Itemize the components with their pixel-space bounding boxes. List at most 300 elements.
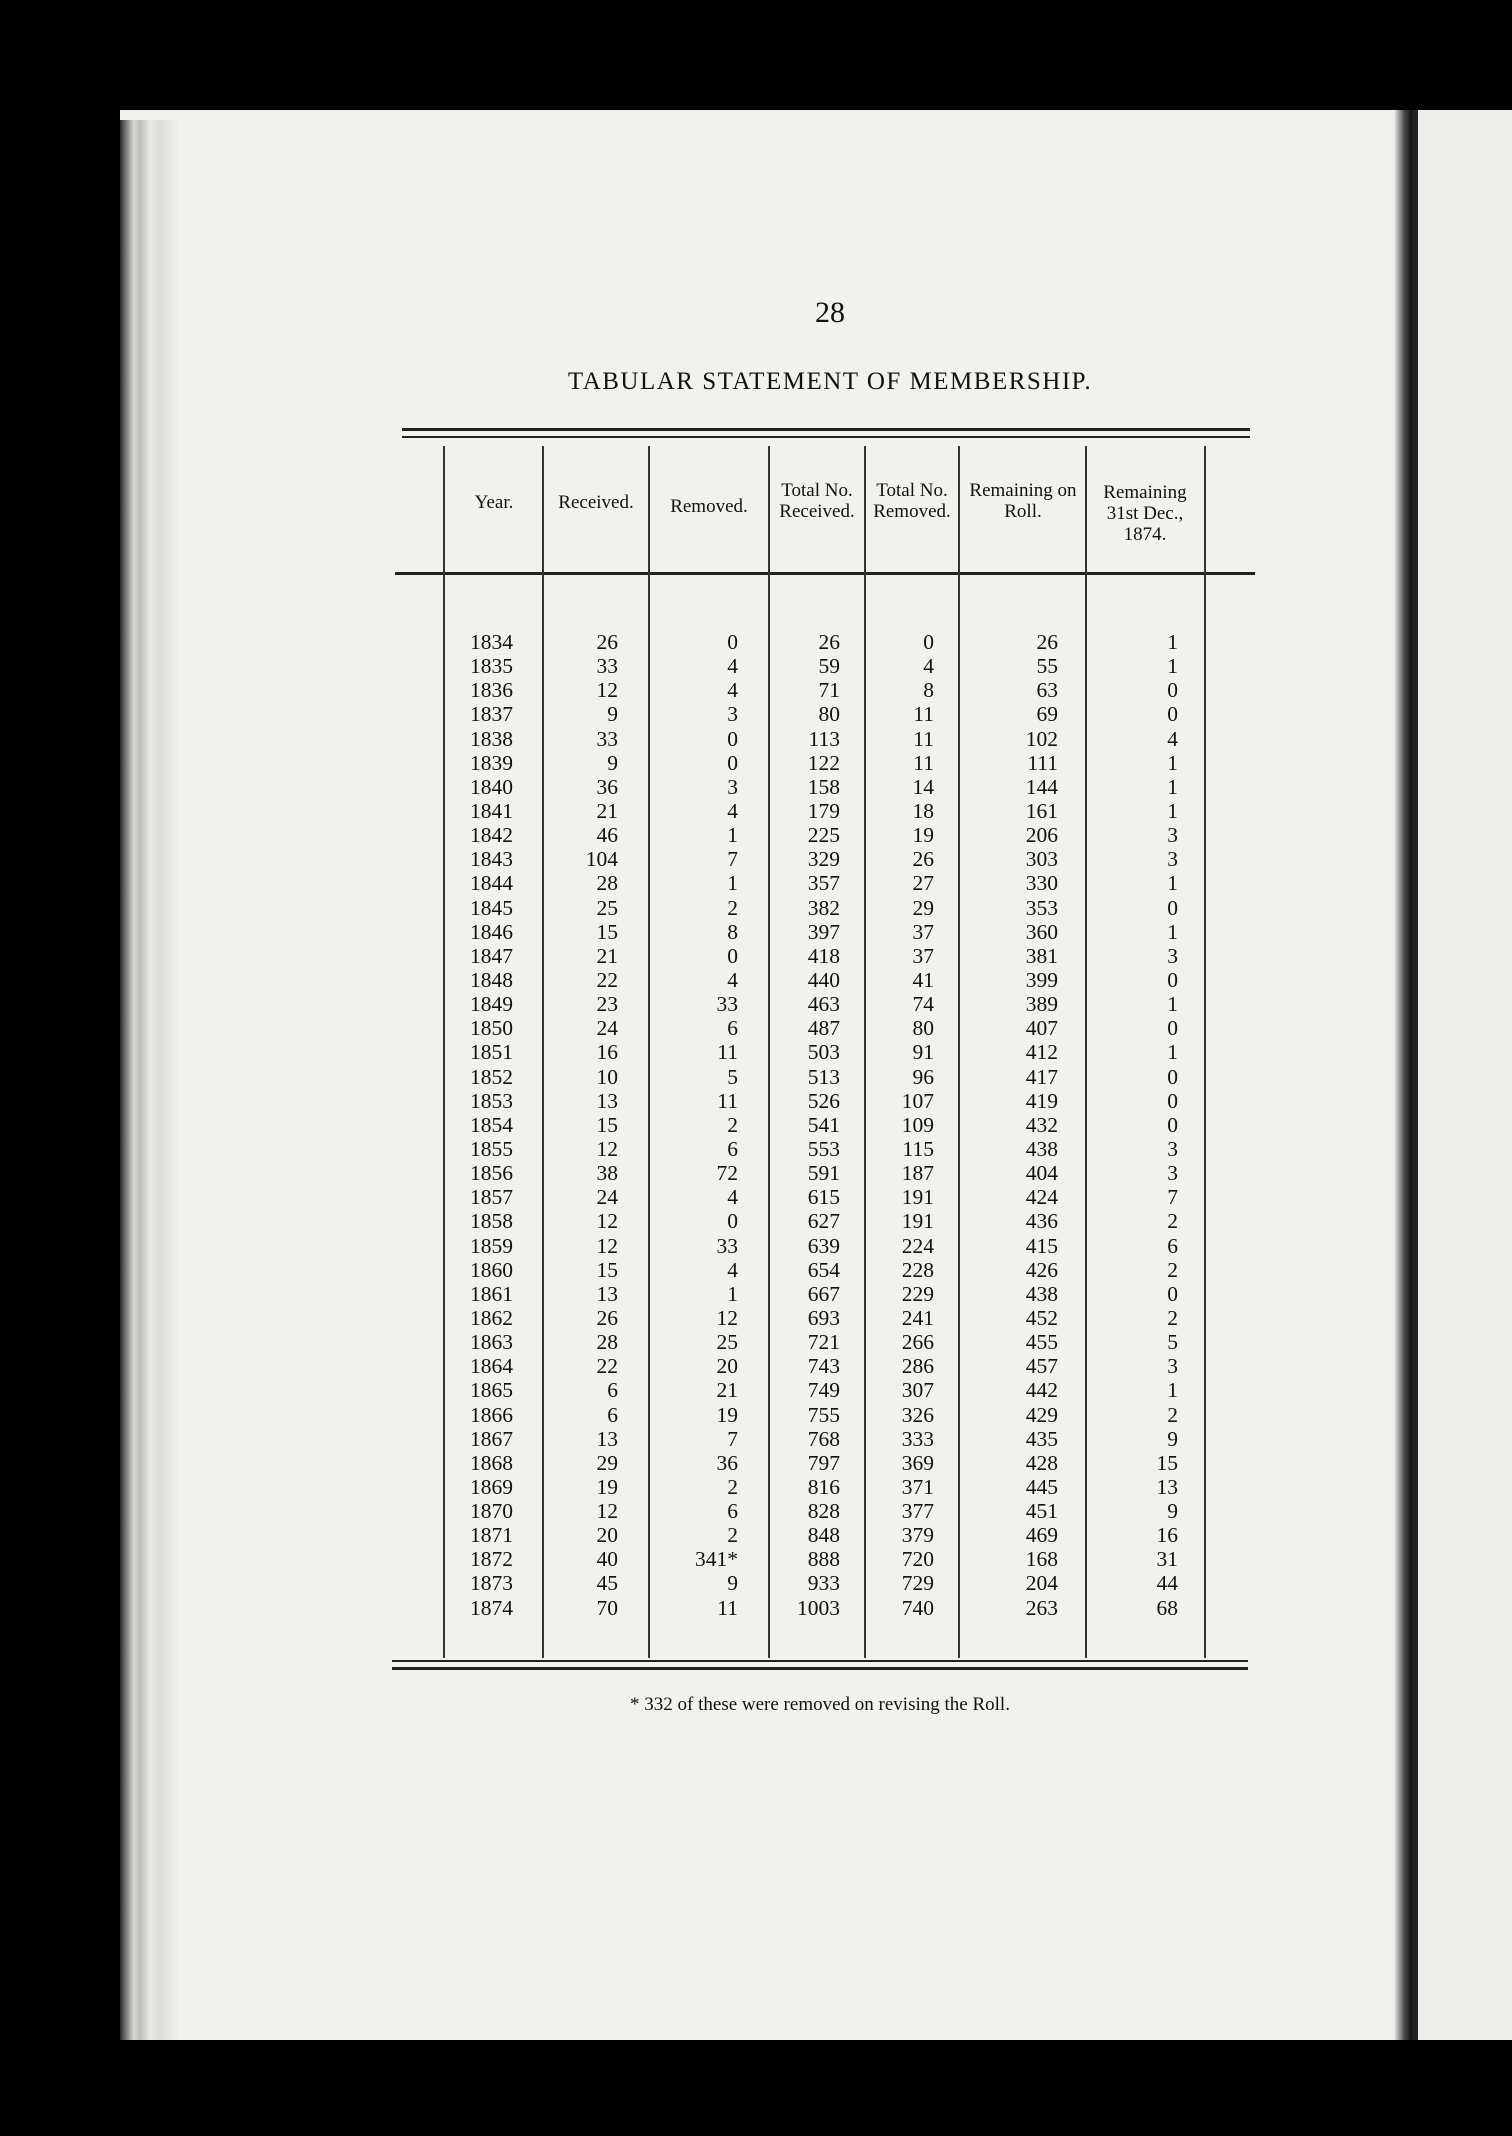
- table-cell: 1: [1167, 630, 1178, 654]
- table-cell: 933: [807, 1571, 840, 1596]
- header-removed: Removed.: [670, 496, 748, 517]
- table-cell: 191: [901, 1209, 934, 1234]
- header-remaining-1874: Remaining 31st Dec., 1874.: [1103, 482, 1187, 545]
- table-cell: 417: [1025, 1064, 1058, 1089]
- table-cell: 158: [807, 774, 840, 799]
- table-cell: 1867: [470, 1426, 513, 1451]
- table-cell: 6: [727, 1016, 738, 1041]
- table-cell: 9: [607, 702, 618, 727]
- table-cell: 513: [807, 1064, 840, 1089]
- table-cell: 29: [912, 895, 934, 920]
- header-remaining-on-roll: Remaining on Roll.: [969, 480, 1077, 522]
- table-cell: 122: [807, 750, 840, 775]
- table-cell: 357: [807, 871, 840, 896]
- table-cell: 1868: [470, 1450, 513, 1475]
- table-cell: 721: [807, 1330, 840, 1355]
- table-cell: 1871: [470, 1523, 513, 1548]
- table-cell: 1: [727, 1281, 738, 1306]
- table-cell: 5: [1167, 1330, 1178, 1355]
- table-cell: 22: [596, 967, 618, 992]
- page-number: 28: [815, 296, 845, 329]
- table-cell: 438: [1025, 1281, 1058, 1306]
- table-cell: 693: [807, 1305, 840, 1330]
- table-cell: 1: [1167, 798, 1178, 823]
- table-cell: 26: [596, 630, 618, 654]
- table-cell: 415: [1025, 1233, 1058, 1258]
- table-cell: 457: [1025, 1354, 1058, 1379]
- table-cell: 455: [1025, 1330, 1058, 1355]
- table-cell: 615: [807, 1185, 840, 1210]
- column-received: [560, 630, 618, 1620]
- table-cell: 8: [727, 919, 738, 944]
- table-cell: 4: [727, 678, 738, 703]
- table-cell: 0: [727, 750, 738, 775]
- table-cell: 1: [727, 823, 738, 848]
- table-cell: 1842: [470, 823, 513, 848]
- table-cell: 21: [596, 943, 618, 968]
- table-cell: 191: [901, 1185, 934, 1210]
- table-cell: 1863: [470, 1330, 513, 1355]
- table-cell: 828: [807, 1499, 840, 1524]
- table-cell: 0: [1167, 1064, 1178, 1089]
- page-title: TABULAR STATEMENT OF MEMBERSHIP.: [567, 368, 1093, 395]
- table-cell: 848: [807, 1523, 840, 1548]
- table-cell: 307: [901, 1378, 934, 1403]
- table-cell: 1856: [470, 1161, 513, 1186]
- table-cell: 70: [596, 1595, 618, 1620]
- column-removed: [680, 630, 738, 1620]
- table-cell: 797: [807, 1450, 840, 1475]
- table-cell: 33: [596, 726, 618, 751]
- table-cell: 80: [912, 1016, 934, 1041]
- table-cell: 1841: [470, 798, 513, 823]
- table-cell: 286: [901, 1354, 934, 1379]
- table-cell: 33: [716, 1233, 738, 1258]
- table-cell: 360: [1025, 919, 1058, 944]
- table-cell: 26: [818, 630, 840, 654]
- table-cell: 1843: [470, 847, 513, 872]
- table-cell: 4: [1167, 726, 1178, 751]
- table-cell: 1858: [470, 1209, 513, 1234]
- table-cell: 3: [1167, 1161, 1178, 1186]
- table-cell: 7: [727, 1426, 738, 1451]
- table-cell: 68: [1156, 1595, 1178, 1620]
- table-cell: 4: [923, 654, 934, 679]
- table-cell: 4: [727, 967, 738, 992]
- table-cell: 1870: [470, 1499, 513, 1524]
- table-cell: 1853: [470, 1088, 513, 1113]
- table-cell: 74: [912, 992, 934, 1017]
- column-year: [455, 630, 513, 1620]
- table-cell: 37: [912, 919, 934, 944]
- column-remaining-1874: [1120, 630, 1178, 1620]
- table-cell: 23: [596, 992, 618, 1017]
- table-cell: 26: [596, 1305, 618, 1330]
- table-cell: 1857: [470, 1185, 513, 1210]
- table-cell: 28: [596, 1330, 618, 1355]
- table-cell: 445: [1025, 1474, 1058, 1499]
- table-cell: 29: [596, 1450, 618, 1475]
- table-cell: 424: [1025, 1185, 1058, 1210]
- table-cell: 1861: [470, 1281, 513, 1306]
- table-cell: 24: [596, 1185, 618, 1210]
- table-cell: 204: [1025, 1571, 1058, 1596]
- table-cell: 91: [912, 1040, 934, 1065]
- table-cell: 404: [1025, 1161, 1058, 1186]
- table-cell: 3: [727, 702, 738, 727]
- table-cell: 21: [716, 1378, 738, 1403]
- table-cell: 9: [727, 1571, 738, 1596]
- table-cell: 389: [1025, 992, 1058, 1017]
- table-cell: 1848: [470, 967, 513, 992]
- table-cell: 41: [912, 967, 934, 992]
- table-cell: 15: [596, 1257, 618, 1282]
- table-cell: 1873: [470, 1571, 513, 1596]
- table-cell: 451: [1025, 1499, 1058, 1524]
- table-cell: 1836: [470, 678, 513, 703]
- table-cell: 1: [1167, 871, 1178, 896]
- table-cell: 1: [1167, 1378, 1178, 1403]
- table-cell: 1837: [470, 702, 513, 727]
- table-cell: 19: [596, 1474, 618, 1499]
- table-cell: 469: [1025, 1523, 1058, 1548]
- table-cell: 1855: [470, 1136, 513, 1161]
- table-cell: 168: [1025, 1547, 1058, 1572]
- table-cell: 1834: [470, 630, 513, 654]
- table-cell: 436: [1025, 1209, 1058, 1234]
- table-cell: 729: [901, 1571, 934, 1596]
- table-bottom-rule: [392, 1660, 1248, 1662]
- table-cell: 743: [807, 1354, 840, 1379]
- table-cell: 31: [1156, 1547, 1178, 1572]
- table-cell: 1: [1167, 919, 1178, 944]
- table-cell: 8: [923, 678, 934, 703]
- table-cell: 11: [717, 1088, 738, 1113]
- table-cell: 7: [1167, 1185, 1178, 1210]
- table-cell: 5: [727, 1064, 738, 1089]
- table-cell: 10: [596, 1064, 618, 1089]
- table-cell: 2: [1167, 1305, 1178, 1330]
- table-cell: 329: [807, 847, 840, 872]
- table-cell: 144: [1025, 774, 1058, 799]
- table-cell: 1850: [470, 1016, 513, 1041]
- table-cell: 6: [727, 1136, 738, 1161]
- table-cell: 381: [1025, 943, 1058, 968]
- table-cell: 1: [1167, 654, 1178, 679]
- table-cell: 3: [1167, 1136, 1178, 1161]
- table-cell: 419: [1025, 1088, 1058, 1113]
- table-cell: 241: [901, 1305, 934, 1330]
- table-cell: 399: [1025, 967, 1058, 992]
- table-cell: 627: [807, 1209, 840, 1234]
- table-cell: 440: [807, 967, 840, 992]
- table-cell: 326: [901, 1402, 934, 1427]
- table-cell: 353: [1025, 895, 1058, 920]
- table-cell: 379: [901, 1523, 934, 1548]
- column-divider: [864, 446, 866, 1658]
- table-cell: 179: [807, 798, 840, 823]
- table-cell: 667: [807, 1281, 840, 1306]
- table-cell: 1865: [470, 1378, 513, 1403]
- table-cell: 12: [596, 1209, 618, 1234]
- table-cell: 330: [1025, 871, 1058, 896]
- table-cell: 206: [1025, 823, 1058, 848]
- table-cell: 435: [1025, 1426, 1058, 1451]
- table-cell: 20: [596, 1523, 618, 1548]
- table-cell: 503: [807, 1040, 840, 1065]
- column-total-removed: [870, 630, 934, 1620]
- table-cell: 768: [807, 1426, 840, 1451]
- table-cell: 33: [596, 654, 618, 679]
- table-cell: 4: [727, 798, 738, 823]
- table-cell: 266: [901, 1330, 934, 1355]
- table-cell: 16: [596, 1040, 618, 1065]
- table-cell: 0: [727, 726, 738, 751]
- table-cell: 1845: [470, 895, 513, 920]
- table-cell: 3: [1167, 1354, 1178, 1379]
- table-cell: 6: [607, 1378, 618, 1403]
- table-cell: 71: [818, 678, 840, 703]
- table-cell: 38: [596, 1161, 618, 1186]
- table-cell: 11: [913, 702, 934, 727]
- table-cell: 187: [901, 1161, 934, 1186]
- table-top-rule-thin: [402, 436, 1250, 438]
- book-page: [120, 110, 1400, 2040]
- table-cell: 1849: [470, 992, 513, 1017]
- table-cell: 0: [727, 630, 738, 654]
- table-cell: 4: [727, 1257, 738, 1282]
- table-cell: 15: [596, 919, 618, 944]
- table-cell: 107: [901, 1088, 934, 1113]
- table-cell: 429: [1025, 1402, 1058, 1427]
- table-cell: 12: [716, 1305, 738, 1330]
- table-cell: 1864: [470, 1354, 513, 1379]
- table-cell: 1840: [470, 774, 513, 799]
- table-cell: 69: [1036, 702, 1058, 727]
- table-cell: 111: [1027, 750, 1058, 775]
- table-cell: 428: [1025, 1450, 1058, 1475]
- table-cell: 1872: [470, 1547, 513, 1572]
- column-divider: [768, 446, 770, 1658]
- table-cell: 1854: [470, 1112, 513, 1137]
- table-cell: 115: [902, 1136, 934, 1161]
- table-cell: 0: [1167, 967, 1178, 992]
- table-cell: 12: [596, 1499, 618, 1524]
- table-cell: 463: [807, 992, 840, 1017]
- table-cell: 263: [1025, 1595, 1058, 1620]
- table-cell: 2: [727, 1474, 738, 1499]
- table-cell: 1: [727, 871, 738, 896]
- table-cell: 654: [807, 1257, 840, 1282]
- table-cell: 1852: [470, 1064, 513, 1089]
- table-cell: 1846: [470, 919, 513, 944]
- table-cell: 228: [901, 1257, 934, 1282]
- table-cell: 224: [901, 1233, 934, 1258]
- table-cell: 13: [596, 1281, 618, 1306]
- table-cell: 104: [585, 847, 618, 872]
- table-cell: 432: [1025, 1112, 1058, 1137]
- table-cell: 2: [727, 1112, 738, 1137]
- table-bottom-rule-thick: [392, 1667, 1248, 1670]
- table-cell: 26: [912, 847, 934, 872]
- table-cell: 0: [727, 943, 738, 968]
- table-cell: 21: [596, 798, 618, 823]
- table-cell: 13: [596, 1426, 618, 1451]
- table-cell: 225: [807, 823, 840, 848]
- table-cell: 22: [596, 1354, 618, 1379]
- table-cell: 25: [596, 895, 618, 920]
- table-cell: 407: [1025, 1016, 1058, 1041]
- table-cell: 0: [1167, 678, 1178, 703]
- table-cell: 639: [807, 1233, 840, 1258]
- header-year: Year.: [474, 492, 514, 513]
- table-cell: 80: [818, 702, 840, 727]
- table-cell: 0: [923, 630, 934, 654]
- table-cell: 1874: [470, 1595, 513, 1620]
- table-cell: 102: [1025, 726, 1058, 751]
- table-cell: 55: [1036, 654, 1058, 679]
- table-cell: 96: [912, 1064, 934, 1089]
- footnote: * 332 of these were removed on revising the Roll.: [630, 1694, 1010, 1715]
- table-cell: 12: [596, 1233, 618, 1258]
- table-cell: 0: [1167, 702, 1178, 727]
- table-cell: 1860: [470, 1257, 513, 1282]
- table-cell: 12: [596, 678, 618, 703]
- table-cell: 37: [912, 943, 934, 968]
- table-cell: 442: [1025, 1378, 1058, 1403]
- table-cell: 749: [807, 1378, 840, 1403]
- header-total-received: Total No. Received.: [779, 480, 855, 522]
- column-divider: [958, 446, 960, 1658]
- table-cell: 161: [1025, 798, 1058, 823]
- table-cell: 553: [807, 1136, 840, 1161]
- table-cell: 9: [1167, 1426, 1178, 1451]
- table-cell: 25: [716, 1330, 738, 1355]
- table-cell: 4: [727, 1185, 738, 1210]
- table-cell: 0: [1167, 1112, 1178, 1137]
- column-total-received: [780, 630, 840, 1620]
- table-cell: 36: [596, 774, 618, 799]
- table-cell: 1: [1167, 750, 1178, 775]
- table-cell: 6: [727, 1499, 738, 1524]
- table-cell: 0: [1167, 895, 1178, 920]
- column-divider: [1204, 446, 1206, 1658]
- table-cell: 541: [807, 1112, 840, 1137]
- table-cell: 18: [912, 798, 934, 823]
- table-cell: 371: [901, 1474, 934, 1499]
- table-cell: 755: [807, 1402, 840, 1427]
- table-cell: 2: [1167, 1209, 1178, 1234]
- table-cell: 11: [717, 1040, 738, 1065]
- table-cell: 24: [596, 1016, 618, 1041]
- table-cell: 72: [716, 1161, 738, 1186]
- table-cell: 303: [1025, 847, 1058, 872]
- table-cell: 816: [807, 1474, 840, 1499]
- table-cell: 3: [727, 774, 738, 799]
- table-cell: 487: [807, 1016, 840, 1041]
- table-cell: 377: [901, 1499, 934, 1524]
- table-cell: 1838: [470, 726, 513, 751]
- table-cell: 20: [716, 1354, 738, 1379]
- table-cell: 113: [808, 726, 840, 751]
- table-cell: 382: [807, 895, 840, 920]
- header-separator: [395, 572, 1255, 575]
- table-cell: 13: [596, 1088, 618, 1113]
- table-cell: 0: [1167, 1088, 1178, 1113]
- table-cell: 438: [1025, 1136, 1058, 1161]
- table-cell: 14: [912, 774, 934, 799]
- table-cell: 720: [901, 1547, 934, 1572]
- table-cell: 0: [1167, 1016, 1178, 1041]
- table-cell: 1: [1167, 992, 1178, 1017]
- table-top-rule: [402, 428, 1250, 431]
- table-cell: 4: [727, 654, 738, 679]
- table-cell: 27: [912, 871, 934, 896]
- table-cell: 1866: [470, 1402, 513, 1427]
- table-cell: 6: [607, 1402, 618, 1427]
- table-cell: 1862: [470, 1305, 513, 1330]
- table-cell: 1003: [797, 1595, 840, 1620]
- table-cell: 15: [596, 1112, 618, 1137]
- table-cell: 591: [807, 1161, 840, 1186]
- table-cell: 2: [727, 1523, 738, 1548]
- page-stack-edge: [120, 120, 178, 2040]
- table-cell: 2: [727, 895, 738, 920]
- table-cell: 0: [1167, 1281, 1178, 1306]
- table-cell: 341*: [695, 1547, 738, 1572]
- table-cell: 1: [1167, 774, 1178, 799]
- table-cell: 9: [1167, 1499, 1178, 1524]
- table-cell: 19: [912, 823, 934, 848]
- table-cell: 13: [1156, 1474, 1178, 1499]
- table-cell: 11: [717, 1595, 738, 1620]
- table-cell: 33: [716, 992, 738, 1017]
- table-cell: 418: [807, 943, 840, 968]
- column-divider: [443, 446, 445, 1658]
- table-cell: 3: [1167, 823, 1178, 848]
- header-received: Received.: [558, 492, 634, 513]
- table-cell: 426: [1025, 1257, 1058, 1282]
- table-cell: 452: [1025, 1305, 1058, 1330]
- table-cell: 7: [727, 847, 738, 872]
- table-cell: 45: [596, 1571, 618, 1596]
- table-cell: 46: [596, 823, 618, 848]
- table-cell: 526: [807, 1088, 840, 1113]
- table-cell: 1851: [470, 1040, 513, 1065]
- table-cell: 11: [913, 726, 934, 751]
- table-cell: 12: [596, 1136, 618, 1161]
- table-cell: 369: [901, 1450, 934, 1475]
- table-cell: 16: [1156, 1523, 1178, 1548]
- facing-page: [1412, 110, 1512, 2040]
- table-cell: 888: [807, 1547, 840, 1572]
- table-cell: 26: [1036, 630, 1058, 654]
- column-divider: [648, 446, 650, 1658]
- table-cell: 63: [1036, 678, 1058, 703]
- table-cell: 1859: [470, 1233, 513, 1258]
- column-divider: [542, 446, 544, 1658]
- table-cell: 40: [596, 1547, 618, 1572]
- column-divider: [1085, 446, 1087, 1658]
- table-cell: 36: [716, 1450, 738, 1475]
- table-cell: 1869: [470, 1474, 513, 1499]
- table-cell: 2: [1167, 1257, 1178, 1282]
- table-cell: 1835: [470, 654, 513, 679]
- table-cell: 28: [596, 871, 618, 896]
- table-cell: 1847: [470, 943, 513, 968]
- table-cell: 44: [1156, 1571, 1178, 1596]
- table-cell: 1839: [470, 750, 513, 775]
